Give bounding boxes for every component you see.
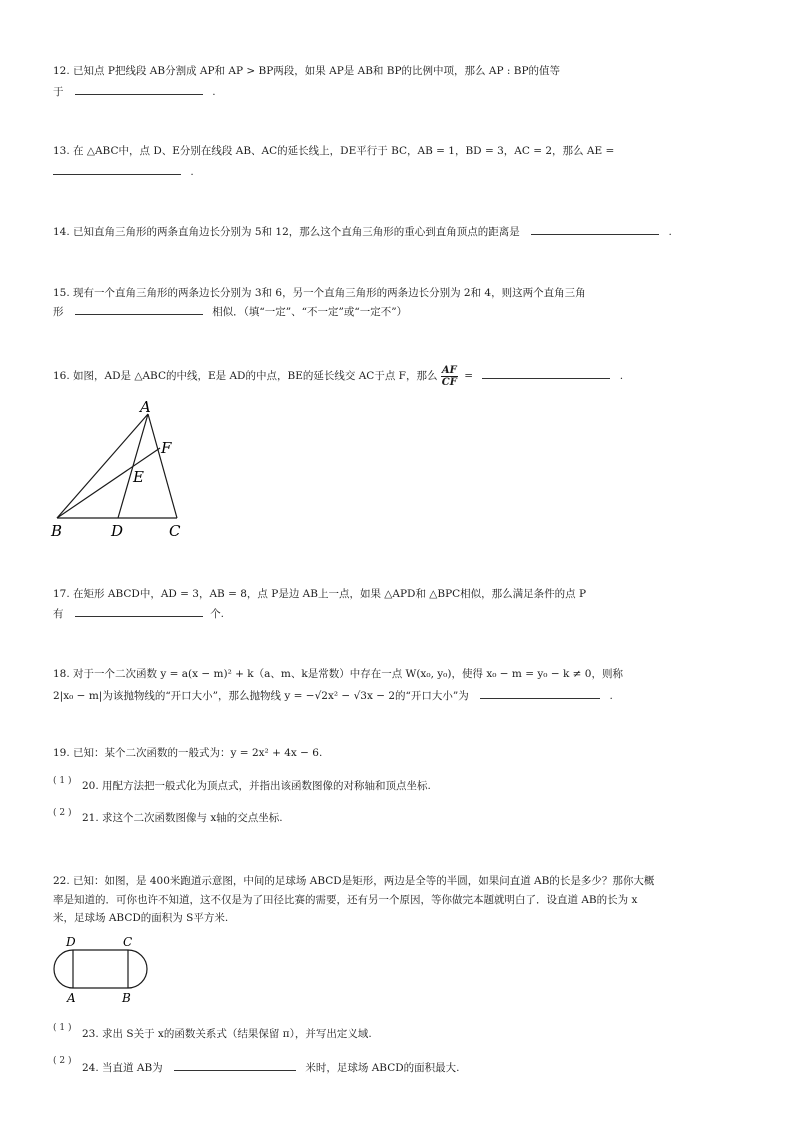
q16-suffix: .: [619, 370, 624, 382]
q16-equals: =: [464, 370, 474, 382]
q18-line1: 18. 对于一个二次函数 y = a(x − m)² + k（a、m、k是常数）中存在一点 W(x₀, y₀)，使得 x₀ − m = y₀ − k ≠ 0，则称: [53, 668, 623, 680]
q22-answer-blank[interactable]: [174, 1060, 296, 1071]
q12-suffix: .: [212, 86, 216, 98]
label-f: F: [161, 439, 172, 457]
q18-suffix: .: [609, 690, 613, 702]
q17-prefix: 有: [53, 608, 64, 620]
q18-answer-blank[interactable]: [480, 688, 600, 699]
q19-sub1-number: ( 1 ): [53, 776, 72, 786]
q14-suffix: .: [668, 226, 672, 238]
q16-frac-denominator: CF: [441, 376, 457, 388]
q12-line2: [53, 84, 216, 99]
q22-sub2-prefix: 24. 当直道 AB为: [82, 1062, 163, 1074]
q16-text: 16. 如图，AD是 △ABC的中线，E是 AD的中点，BE的延长线交 AC于点 F，那么: [53, 370, 438, 382]
label-e: E: [133, 468, 144, 486]
q22-sub2-number: ( 2 ): [53, 1056, 72, 1066]
q17-line1: 17. 在矩形 ABCD中，AD = 3，AB = 8，点 P是边 AB上一点，如果 △APD和 △BPC相似，那么满足条件的点 P: [53, 588, 587, 600]
label-c: C: [169, 522, 181, 540]
q16-answer-blank[interactable]: [482, 368, 610, 379]
label-b: B: [51, 522, 63, 540]
q16-triangle-figure: [48, 396, 198, 542]
q17-line2: [53, 606, 224, 621]
q15-prefix: 形: [53, 306, 64, 318]
q22-track-figure: [48, 932, 168, 1006]
q22-line3: 米，足球场 ABCD的面积为 S平方米.: [53, 912, 229, 924]
q15-suffix: 相似．（填“一定”、“不一定”或“一定不”）: [212, 306, 408, 318]
q18-line2: [53, 688, 613, 703]
q14-answer-blank[interactable]: [531, 224, 659, 235]
q16-line: [53, 362, 623, 390]
q16-frac-numerator: AF: [441, 364, 457, 376]
q12-line1: 12. 已知点 P把线段 AB分割成 AP和 AP > BP两段，如果 AP是 AB和 BP的比例中项，那么 AP : BP的值等: [53, 65, 561, 77]
q17-answer-blank[interactable]: [75, 606, 203, 617]
q19-stem: 19. 已知：某个二次函数的一般式为：y = 2x² + 4x − 6.: [53, 747, 323, 759]
label-a: A: [67, 991, 76, 1005]
q19-sub2-number: ( 2 ): [53, 808, 72, 818]
label-d: D: [111, 522, 124, 540]
q14-text: 14. 已知直角三角形的两条直角边长分别为 5和 12，那么这个直角三角形的重心到直角顶点的距离是: [53, 226, 520, 238]
q13-suffix: .: [190, 166, 194, 178]
q12-prefix: 于: [53, 86, 64, 98]
label-c: C: [123, 935, 133, 949]
q13-line2: [53, 164, 194, 179]
label-b: B: [122, 991, 131, 1005]
label-a: A: [140, 398, 151, 416]
q14-line: [53, 224, 672, 239]
q19-sub2-text: 21. 求这个二次函数图像与 x轴的交点坐标.: [82, 812, 283, 824]
q12-answer-blank[interactable]: [75, 84, 203, 95]
q19-sub1-text: 20. 用配方法把一般式化为顶点式，并指出该函数图像的对称轴和顶点坐标.: [82, 780, 431, 792]
q17-suffix: 个.: [210, 608, 225, 620]
q13-line1: 13. 在 △ABC中，点 D、E分别在线段 AB、AC的延长线上，DE平行于 BC，AB = 1，BD = 3，AC = 2，那么 AE =: [53, 145, 615, 157]
q15-line2: [53, 304, 407, 319]
q22-sub1-text: 23. 求出 S关于 x的函数关系式（结果保留 π），并写出定义域.: [82, 1028, 372, 1040]
q13-answer-blank[interactable]: [53, 164, 181, 175]
q22-sub2-suffix: 米时，足球场 ABCD的面积最大.: [305, 1062, 460, 1074]
q18-text: 2|x₀ − m|为该抛物线的“开口大小”，那么抛物线 y = −√2x² − √3x − 2的“开口大小”为: [53, 690, 469, 702]
q15-answer-blank[interactable]: [75, 304, 203, 315]
segment-ac: [148, 414, 177, 518]
q22-line2: 率是知道的．可你也许不知道，这不仅是为了田径比赛的需要，还有另一个原因，等你做完本题就明白了．设直道 AB的长为 x: [53, 894, 638, 906]
track-outline: [54, 950, 147, 988]
q22-line1: 22. 已知：如图，是 400米跑道示意图，中间的足球场 ABCD是矩形，两边是全等的半圆，如果问直道 AB的长是多少？那你大概: [53, 875, 655, 887]
label-d: D: [66, 935, 76, 949]
q16-fraction: [441, 365, 458, 388]
q15-line1: 15. 现有一个直角三角形的两条边长分别为 3和 6，另一个直角三角形的两条边长分别为 2和 4，则这两个直角三角: [53, 287, 586, 299]
q22-sub2-line: [82, 1060, 460, 1075]
q22-sub1-number: ( 1 ): [53, 1023, 72, 1033]
